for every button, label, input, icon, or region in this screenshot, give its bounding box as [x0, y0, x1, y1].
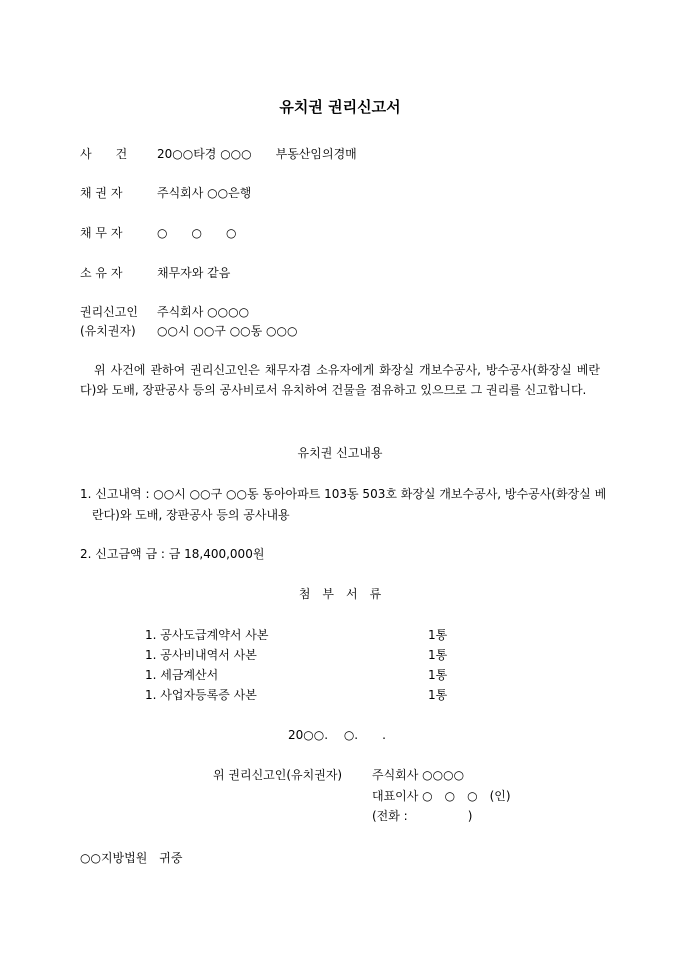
attachment-count: 1통 — [428, 668, 448, 682]
creditor-label: 채 권 자 — [80, 186, 123, 200]
case-value: 20○○타경 ○○○ 부동산임의경매 — [157, 147, 357, 161]
attachment-count: 1통 — [428, 648, 448, 662]
debtor-label: 채 무 자 — [80, 226, 123, 240]
signature-representative: 대표이사 ○ ○ ○ (인) — [372, 789, 511, 803]
case-label: 사 건 — [80, 147, 128, 161]
claimant-label: 권리신고인 — [80, 305, 138, 319]
attachment-name: 1. 공사도급계약서 사본 — [145, 628, 269, 642]
attachment-count: 1통 — [428, 628, 448, 642]
claimant-name: 주식회사 ○○○○ — [157, 305, 250, 319]
debtor-value: ○ ○ ○ — [157, 226, 237, 240]
attachment-name: 1. 공사비내역서 사본 — [145, 648, 257, 662]
attachment-name: 1. 세금계산서 — [145, 668, 219, 682]
attachments-title: 첨 부 서 류 — [298, 587, 382, 601]
attachment-count: 1통 — [428, 688, 448, 702]
owner-value: 채무자와 같음 — [157, 266, 231, 280]
claimant-sublabel: (유치권자) — [80, 324, 136, 338]
section-title: 유치권 신고내용 — [297, 446, 383, 460]
report-item-1: 1. 신고내역 : ○○시 ○○구 ○○동 동아아파트 103동 503호 화장실 개보수공사, 방수공사(화장실 베란다)와 도배, 장판공사 등의 공사내용 — [80, 487, 607, 522]
owner-label: 소 유 자 — [80, 266, 123, 280]
body-paragraph: 위 사건에 관하여 권리신고인은 채무자겸 소유자에게 화장실 개보수공사, 방수공사(화장실 베란다)와 도배, 장판공사 등의 공사비로서 유치하여 건물을 점유하고 있으므로 그 권리를 신고합니다. — [80, 363, 600, 397]
report-item-2: 2. 신고금액 금 : 금 18,400,000원 — [80, 547, 265, 561]
signature-phone: (전화 : ) — [372, 809, 473, 823]
signature-label: 위 권리신고인(유치권자) — [213, 768, 343, 782]
addressee: ○○지방법원 귀중 — [80, 851, 183, 865]
attachment-name: 1. 사업자등록증 사본 — [145, 688, 257, 702]
creditor-value: 주식회사 ○○은행 — [157, 186, 252, 200]
signature-company: 주식회사 ○○○○ — [372, 768, 465, 782]
document-title: 유치권 권리신고서 — [279, 98, 401, 116]
document-date: 20○○. ○. . — [288, 728, 386, 742]
claimant-address: ○○시 ○○구 ○○동 ○○○ — [157, 324, 298, 338]
